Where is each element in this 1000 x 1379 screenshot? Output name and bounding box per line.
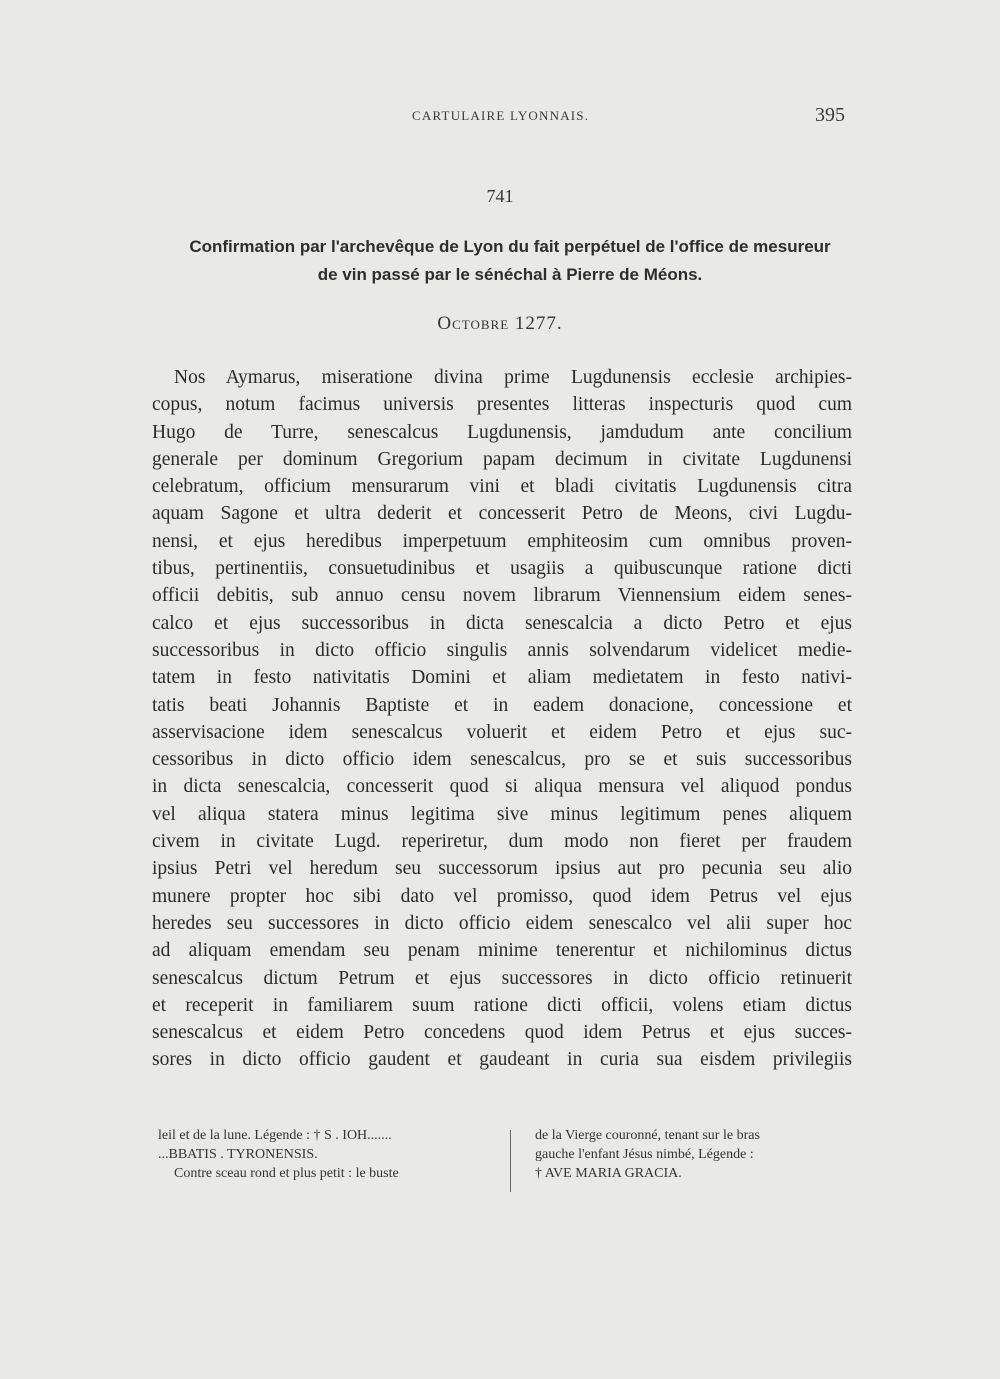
body-line: officii debitis, sub annuo censu novem librarum Viennensium eidem senes-: [152, 585, 852, 607]
body-line: munere propter hoc sibi dato vel promisso, quod idem Petrus vel ejus: [152, 885, 852, 907]
footnote-line: ...BBATIS . TYRONENSIS.: [158, 1147, 318, 1162]
body-line: sores in dicto officio gaudent et gaudeant in curia sua eisdem privilegiis: [152, 1049, 852, 1071]
footnote-line: † AVE MARIA GRACIA.: [535, 1166, 682, 1181]
footnote-line: leil et de la lune. Légende : † S . IOH.......: [158, 1128, 392, 1143]
body-line: tatis beati Johannis Baptiste et in eadem donacione, concessione et: [152, 694, 852, 716]
body-line: successoribus in dicto officio singulis annis solvendarum videlicet medie-: [152, 639, 852, 661]
document-title-line: de vin passé par le sénéchal à Pierre de Méons.: [317, 265, 703, 284]
body-line: nensi, et ejus heredibus imperpetuum emphiteosim cum omnibus proven-: [152, 530, 852, 552]
body-line: celebratum, officium mensurarum vini et bladi civitatis Lugdunensis citra: [152, 476, 852, 498]
body-line: asservisacione idem senescalcus voluerit et eidem Petro et ejus suc-: [152, 721, 852, 743]
document-title-line: Confirmation par l'archevêque de Lyon du fait perpétuel de l'office de mesureur: [189, 237, 831, 256]
body-line: aquam Sagone et ultra dederit et concesserit Petro de Meons, civi Lugdu-: [152, 503, 852, 525]
running-head: [0, 104, 1000, 128]
page-number: 395: [815, 104, 845, 126]
body-line: tibus, pertinentiis, consuetudinibus et usagiis a quibuscunque ratione dicti: [152, 558, 852, 580]
body-line: senescalcus dictum Petrum et ejus successores in dicto officio retinuerit: [152, 967, 852, 989]
body-line: heredes seu successores in dicto officio eidem senescalco vel alii super hoc: [152, 912, 852, 934]
body-line: et receperit in familiarem suum ratione dicti officii, volens etiam dictus: [152, 994, 852, 1016]
footnote-left-column: [158, 1126, 498, 1183]
body-line: in dicta senescalcia, concesserit quod si aliqua mensura vel aliquod pondus: [152, 776, 852, 798]
body-line: senescalcus et eidem Petro concedens quod idem Petrus et ejus succes-: [152, 1022, 852, 1044]
body-line: civem in civitate Lugd. reperiretur, dum modo non fieret per fraudem: [152, 831, 852, 853]
footnote-line: Contre sceau rond et plus petit : le buste: [174, 1166, 399, 1181]
footnote-right-column: [535, 1126, 858, 1183]
body-line: Nos Aymarus, miseratione divina prime Lugdunensis ecclesie archipies-: [174, 367, 852, 388]
footnote-column-divider: [510, 1130, 511, 1192]
body-line: ipsius Petri vel heredum seu successorum ipsius aut pro pecunia seu alio: [152, 858, 852, 880]
document-date: Octobre 1277.: [437, 313, 563, 334]
body-line: tatem in festo nativitatis Domini et aliam medietatem in festo nativi-: [152, 667, 852, 689]
body-line: vel aliqua statera minus legitima sive minus legitimum penes aliquem: [152, 803, 852, 825]
body-line: copus, notum facimus universis presentes litteras inspecturis quod cum: [152, 394, 852, 416]
document-number: 741: [486, 186, 514, 206]
document-title: [150, 233, 870, 289]
body-line: cessoribus in dicto officio idem senescalcus, pro se et suis successoribus: [152, 749, 852, 771]
footnote-line: de la Vierge couronné, tenant sur le bras: [535, 1128, 760, 1143]
footnotes: [158, 1126, 858, 1196]
body-text: [152, 364, 852, 1074]
body-line: ad aliquam emendam seu penam minime tenerentur et nichilominus dictus: [152, 940, 852, 962]
body-line: Hugo de Turre, senescalcus Lugdunensis, jamdudum ante concilium: [152, 421, 852, 443]
footnote-line: gauche l'enfant Jésus nimbé, Légende :: [535, 1147, 754, 1162]
running-title: CARTULAIRE LYONNAIS.: [412, 108, 590, 123]
body-line: calco et ejus successoribus in dicta senescalcia a dicto Petro et ejus: [152, 612, 852, 634]
body-line: generale per dominum Gregorium papam decimum in civitate Lugdunensi: [152, 448, 852, 470]
